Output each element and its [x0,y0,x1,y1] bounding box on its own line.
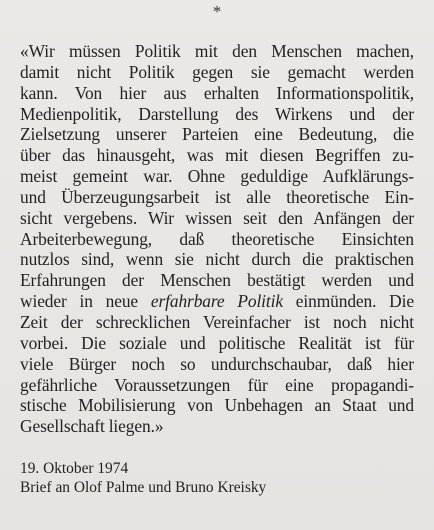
source-date: 19. Oktober 1974 [20,460,129,477]
quote-line: gefährliche Voraussetzungen für eine propagandi- [20,374,414,395]
quote-line: Zielsetzung unserer Parteien eine Bedeutung, die [20,124,414,145]
quote-line: und Überzeugungsarbeit ist alle theoretische Ein- [20,186,414,207]
quote-line-with-emphasis [20,291,414,312]
section-separator: * [212,2,222,21]
quote-line: Zeit der schrecklichen Vereinfacher ist noch nicht [20,311,414,332]
quote-line: Erfahrungen der Menschen bestätigt werden und [20,270,414,291]
quote-line: vorbei. Die soziale und politische Realität ist für [20,332,414,353]
quote-line: kann. Von hier aus erhalten Informationspolitik, [20,82,414,103]
quote-line: stische Mobilisierung von Unbehagen an Staat und [20,395,414,416]
quote-line: meist gemeint war. Ohne geduldige Aufklärungs- [20,166,414,187]
quote-text: wieder in neue [20,291,151,312]
source-letter: Brief an Olof Palme und Bruno Kreisky [20,479,267,496]
quote-line: nutzlos sind, wenn sie nicht durch die praktischen [20,249,414,270]
quote-line: «Wir müssen Politik mit den Menschen machen, [20,41,414,61]
quote-line: sicht vergebens. Wir wissen seit den Anfängen der [20,207,414,228]
quote-line: über das hinausgeht, was mit diesen Begriffen zu- [20,145,414,166]
quote-line: Medienpolitik, Darstellung des Wirkens und der [20,103,414,124]
quote-text: einmünden. Die [282,291,414,312]
quote-line: damit nicht Politik gegen sie gemacht werden [20,61,414,82]
quote-source [20,459,266,497]
quote-paragraph [20,41,414,437]
emphasized-phrase: erfahrbare Politik [150,291,283,312]
quote-line: Arbeiterbewegung, daß theoretische Einsichten [20,228,414,249]
quote-line: viele Bürger noch so undurchschaubar, daß hier [20,353,414,374]
quote-line: Gesellschaft liegen.» [20,416,164,437]
